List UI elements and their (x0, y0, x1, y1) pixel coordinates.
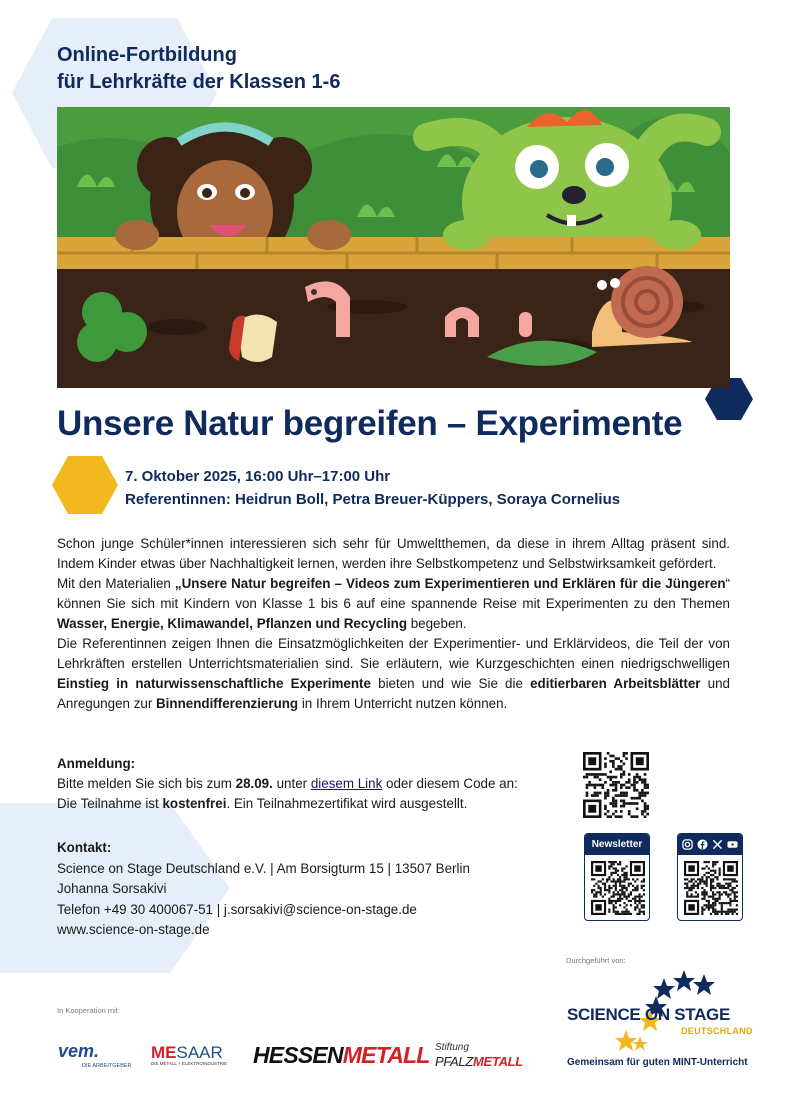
contact-person: Johanna Sorsakivi (57, 881, 167, 896)
newsletter-qr-card[interactable] (584, 833, 650, 921)
mesaar-logo-part: SAAR (176, 1043, 223, 1062)
course-subtitle (57, 42, 340, 96)
event-speakers: Referentinnen: Heidrun Boll, Petra Breuer-Küppers, Soraya Cornelius (125, 491, 621, 508)
event-info (125, 465, 620, 511)
hero-illustration (57, 107, 730, 388)
instagram-icon (682, 839, 693, 850)
description (57, 534, 730, 714)
newsletter-qr-code[interactable] (591, 861, 645, 915)
bold-run: „Unsere Natur begreifen – Videos zum Experimentieren und Erklären für die Jüngeren (174, 576, 726, 591)
sos-country: DEUTSCHLAND (681, 1026, 753, 1036)
youtube-icon (727, 839, 738, 850)
contact-phone-email: Telefon +49 30 400067-51 | j.sorsakivi@science-on-stage.de (57, 901, 417, 917)
text-run: “ können Sie sich mit Kindern von Klasse 1 bis 6 auf eine spannende Reise mit Experimenten zu den Themen (57, 576, 730, 611)
contact-section (57, 838, 470, 941)
text-run: in Ihrem Unterricht nutzen können. (298, 696, 508, 711)
social-qr-code[interactable] (684, 861, 738, 915)
pfalzmetall-stiftung: Stiftung (435, 1042, 469, 1053)
event-datetime: 7. Oktober 2025, 16:00 Uhr–17:00 Uhr (125, 468, 391, 485)
sos-tagline: Gemeinsam für guten MINT-Unterricht (567, 1057, 748, 1068)
social-icons (678, 834, 742, 855)
subtitle-line-1: Online-Fortbildung (57, 44, 237, 66)
bold-run: Binnendifferenzierung (156, 696, 299, 711)
registration-line-1 (57, 774, 518, 794)
text-run: Bitte melden Sie sich bis zum (57, 776, 236, 791)
page-title: Unsere Natur begreifen – Experimente (57, 404, 683, 443)
text-run: Die Teilnahme ist (57, 796, 163, 811)
apple-core-illustration (229, 315, 277, 363)
hessenmetall-logo-part: METALL (342, 1042, 430, 1068)
vem-logo-subtitle: DIE ARBEITGEBER (82, 1063, 132, 1069)
bold-run: editierbaren Arbeitsblätter (530, 676, 701, 691)
registration-section (57, 754, 518, 814)
registration-heading: Anmeldung: (57, 756, 136, 771)
subtitle-line-2: für Lehrkräfte der Klassen 1-6 (57, 71, 341, 93)
x-icon (712, 839, 723, 850)
contact-address: Science on Stage Deutschland e.V. | Am Borsigturm 15 | 13507 Berlin (57, 860, 470, 876)
mesaar-logo (151, 1043, 223, 1063)
text-run: oder diesem Code an: (382, 776, 518, 791)
newsletter-label: Newsletter (585, 834, 649, 855)
bold-run: Wasser, Energie, Klimawandel, Pflanzen und Recycling (57, 616, 407, 631)
vem-logo: vem. (58, 1041, 100, 1061)
text-run: begeben. (407, 616, 467, 631)
paragraph-1: Schon junge Schüler*innen interessieren sich sehr für Umweltthemen, da diese in ihrem Alltag präsent sind. Indem Kinder etwas über Nachhaltigkeit lernen, werden ihre Selbstkompetenz und Selbstwirksamkeit gefördert. (57, 536, 730, 571)
text-run: Mit den Materialien (57, 576, 175, 591)
pfalzmetall-logo-part: METALL (473, 1054, 523, 1069)
hessenmetall-logo (253, 1042, 430, 1069)
text-run: Die Referentinnen zeigen Ihnen die Einsatzmöglichkeiten der Experimentier- und Erklärvideos, die Teil der von Lehrkräften erstellen Unterrichtsmaterialien sind. Sie erläutern, wie Kurzgeschichten einen niedrigschwelligen (57, 636, 730, 671)
bold-run: Einstieg in naturwissenschaftliche Experimente (57, 676, 371, 691)
hessenmetall-logo-part: HESSEN (253, 1042, 343, 1068)
conducted-by-label: Durchgeführt von: (566, 956, 626, 965)
facebook-icon (697, 839, 708, 850)
paragraph-3 (57, 634, 730, 714)
registration-line-2 (57, 794, 518, 814)
text-run: bieten und wie Sie die (370, 676, 531, 691)
registration-link[interactable]: diesem Link (310, 776, 383, 791)
registration-deadline: 28.09. (235, 776, 273, 791)
contact-heading: Kontakt: (57, 840, 112, 855)
pfalzmetall-logo (435, 1054, 523, 1069)
registration-qr-code[interactable] (583, 752, 649, 818)
social-qr-card[interactable] (677, 833, 743, 921)
sos-wordmark: SCIENCE ON STAGE (567, 1005, 731, 1024)
contact-website[interactable]: www.science-on-stage.de (57, 922, 210, 937)
yellow-hexagon (52, 456, 118, 514)
pfalzmetall-logo-part: PFALZ (435, 1054, 473, 1069)
mesaar-logo-part: ME (151, 1043, 177, 1062)
text-run: . Ein Teilnahmezertifikat wird ausgestellt. (226, 796, 468, 811)
paragraph-2 (57, 574, 730, 634)
text-run: unter (272, 776, 311, 791)
bold-run: kostenfrei (162, 796, 227, 811)
mesaar-logo-subtitle: DIE METALL + ELEKTROINDUSTRIE (151, 1061, 228, 1066)
cooperation-label: In Kooperation mit: (57, 1006, 120, 1015)
text-run: und Anregungen zur (57, 676, 730, 711)
